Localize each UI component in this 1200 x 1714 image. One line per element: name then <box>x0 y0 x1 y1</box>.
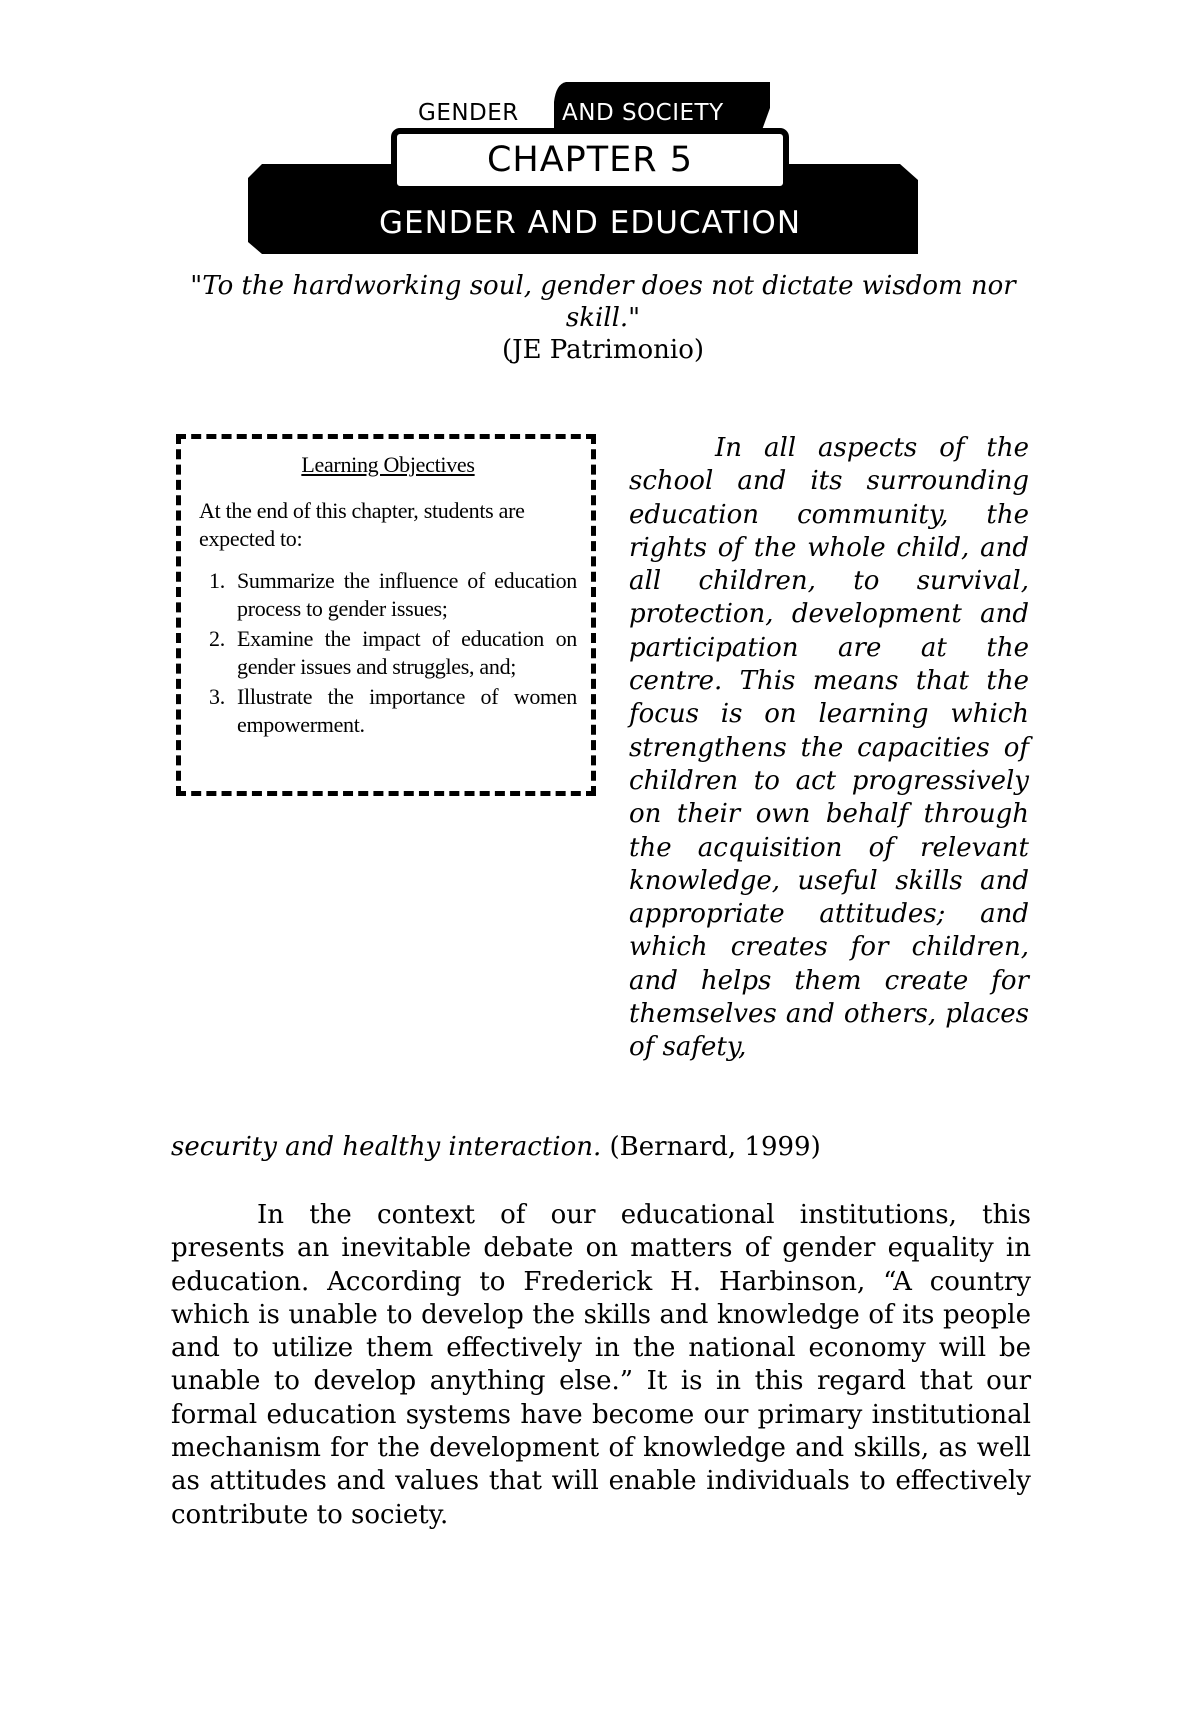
epigraph <box>170 270 1036 366</box>
objective-item <box>199 683 577 739</box>
intro-tail-italic: security and healthy interaction. <box>171 1132 602 1162</box>
objective-number: 1. <box>209 568 225 593</box>
chapter-title: GENDER AND EDUCATION <box>378 205 802 241</box>
epigraph-quote: "To the hardworking soul, gender does not dictate wisdom nor skill." <box>190 271 1016 333</box>
running-head-and-society: AND SOCIETY <box>562 100 724 126</box>
objectives-intro: At the end of this chapter, students are expected to: <box>199 498 525 551</box>
intro-paragraph-tail <box>171 1131 1041 1164</box>
objective-item <box>199 567 577 623</box>
intro-citation: (Bernard, 1999) <box>601 1132 821 1162</box>
intro-paragraph: In all aspects of the school and its surrounding education community, the rights of the whole child, and all children, to survival, protection, development and participation are at the centre. This means that the focus is on learning which strengthens the capacities of children to act progressively on their own behalf through the acquisition of relevant knowledge, useful skills and appropriate attitudes; and which creates for children, and helps them create for themselves and others, places of safety, <box>629 433 1029 1063</box>
objective-text: Illustrate the importance of women empowerment. <box>237 684 577 737</box>
epigraph-attribution: (JE Patrimonio) <box>502 335 704 365</box>
objective-number: 2. <box>209 626 225 651</box>
body-paragraph: In the context of our educational institutions, this presents an inevitable debate on matters of gender equality in education. According to Frederick H. Harbinson, “A country which is unable to develop the skills and knowledge of its people and to utilize them effectively in the national economy will be unable to develop anything else.” It is in this regard that our formal education systems have become our primary institutional mechanism for the development of knowledge and skills, as well as attitudes and values that will enable individuals to effectively contribute to society. <box>171 1200 1031 1530</box>
learning-objectives-box <box>176 434 596 796</box>
objective-text: Examine the impact of education on gender issues and struggles, and; <box>237 626 577 679</box>
chapter-number: CHAPTER 5 <box>486 140 693 180</box>
objectives-list <box>199 567 577 739</box>
objective-item <box>199 625 577 681</box>
objective-text: Summarize the influence of education process to gender issues; <box>237 568 577 621</box>
running-head-gender: GENDER <box>418 100 519 126</box>
objectives-heading: Learning Objectives <box>301 452 475 477</box>
objective-number: 3. <box>209 684 225 709</box>
